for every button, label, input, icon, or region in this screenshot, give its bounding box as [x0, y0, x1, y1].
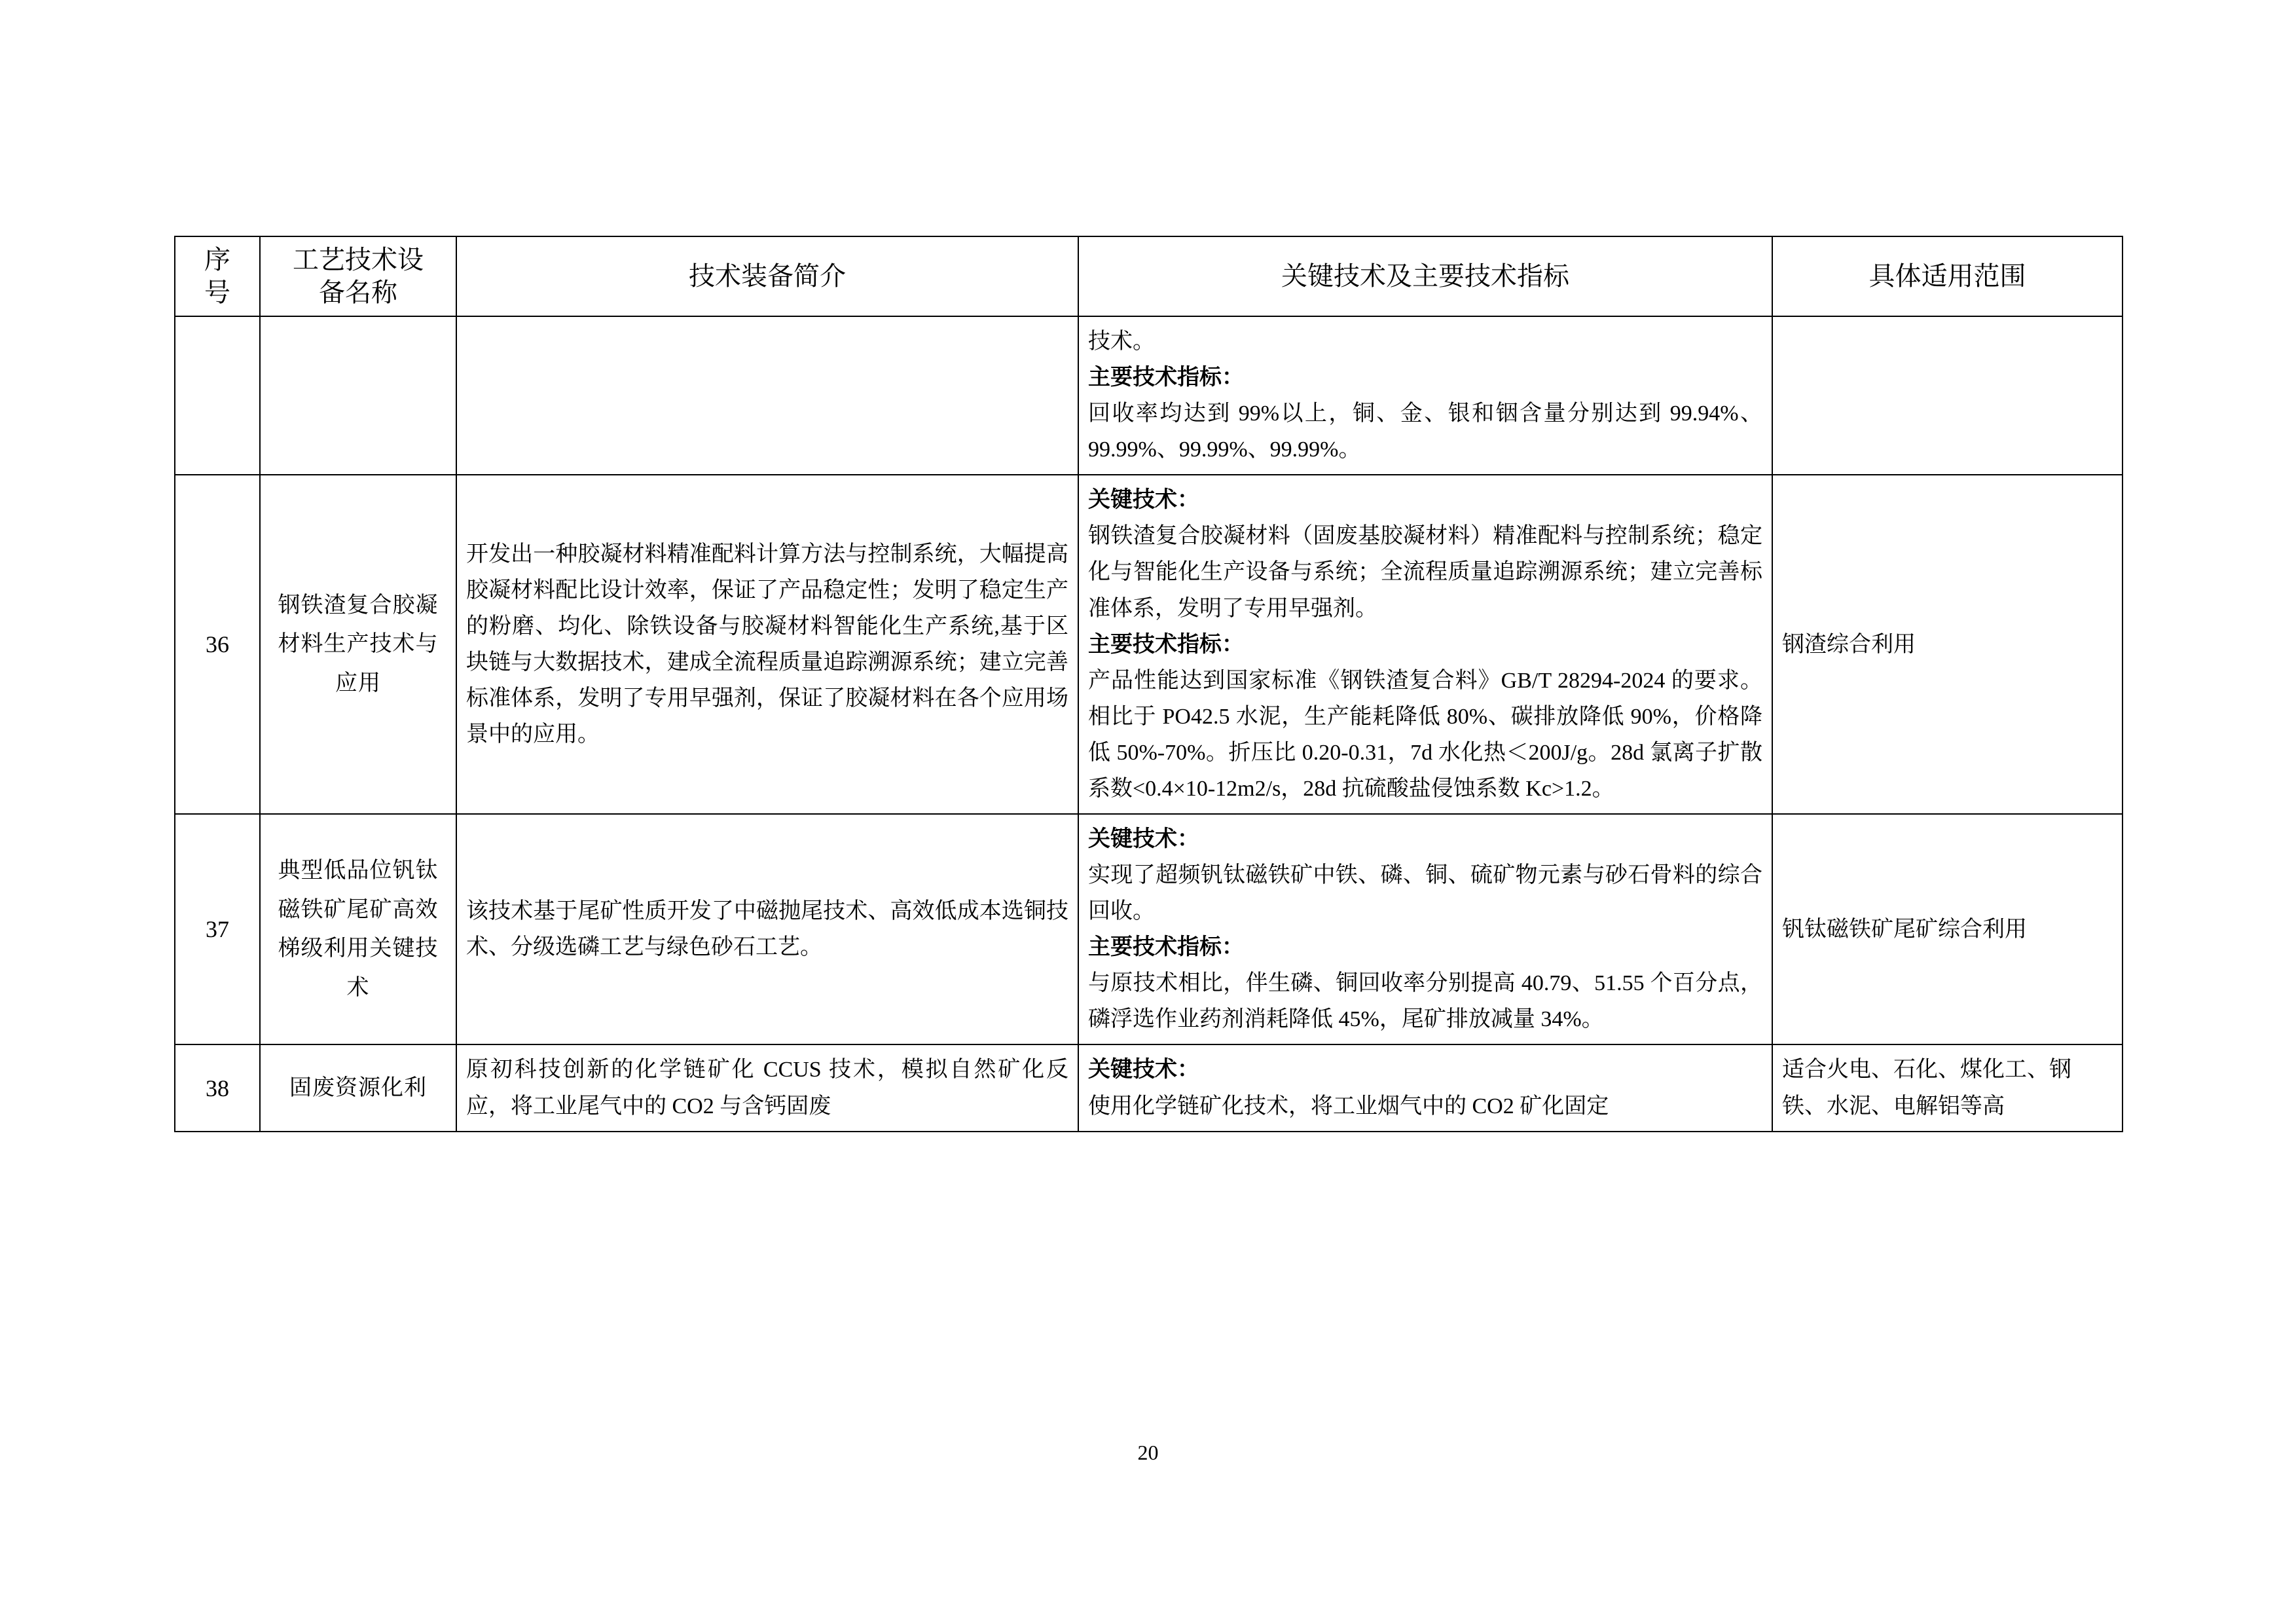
row-index-cell: 38 [175, 1044, 260, 1131]
row-keytech-cell [1078, 475, 1772, 814]
row-keytech-cell [1078, 814, 1772, 1044]
keytech-continued-text: 技术。 [1088, 329, 1155, 354]
row-intro-cell: 原初科技创新的化学链矿化 CCUS 技术，模拟自然矿化反应，将工业尾气中的 CO2 与含钙固废 [456, 1044, 1078, 1131]
row-intro-cell: 该技术基于尾矿性质开发了中磁抛尾技术、高效低成本选铜技术、分级选磷工艺与绿色砂石工艺。 [456, 814, 1078, 1044]
indicator-label: 主要技术指标： [1088, 365, 1244, 390]
indicator-body: 与原技术相比，伴生磷、铜回收率分别提高 40.79、51.55 个百分点，磷浮选作业药剂消耗降低 45%，尾矿排放减量 34%。 [1088, 971, 1762, 1032]
page-number: 20 [1137, 1441, 1159, 1464]
column-header-index: 序 号 [175, 236, 260, 316]
indicator-body: 产品性能达到国家标准《钢铁渣复合料》GB/T 28294-2024 的要求。相比于 PO42.5 水泥，生产能耗降低 80%、碳排放降低 90%，价格降低 50%-70%。折压比 0.20-0.31，7d 水化热＜200J/g。28d 氯离子扩散系数<0.4×10-12m2/s，28d 抗硫酸盐侵蚀系数 Kc>1.2。 [1088, 668, 1762, 801]
row-name-cell: 典型低品位钒钛磁铁矿尾矿高效梯级利用关键技术 [260, 814, 456, 1044]
keytech-label: 关键技术： [1088, 1058, 1199, 1082]
keytech-label: 关键技术： [1088, 488, 1199, 513]
table-row [175, 316, 2123, 475]
column-header-intro: 技术装备简介 [456, 236, 1078, 316]
row-scope-cell: 钒钛磁铁矿尾矿综合利用 [1772, 814, 2123, 1044]
row-scope-cell: 适合火电、石化、煤化工、钢铁、水泥、电解铝等高 [1772, 1044, 2123, 1131]
keytech-body: 钢铁渣复合胶凝材料（固废基胶凝材料）精准配料与控制系统；稳定化与智能化生产设备与系统；全流程质量追踪溯源系统；建立完善标准体系，发明了专用早强剂。 [1088, 524, 1762, 621]
column-header-name: 工艺技术设 备名称 [260, 236, 456, 316]
row-index-cell: 36 [175, 475, 260, 814]
column-header-keytech: 关键技术及主要技术指标 [1078, 236, 1772, 316]
keytech-label: 关键技术： [1088, 827, 1199, 852]
column-header-scope: 具体适用范围 [1772, 236, 2123, 316]
row-name-cell: 钢铁渣复合胶凝材料生产技术与应用 [260, 475, 456, 814]
technology-catalog-table [174, 236, 2122, 1132]
row-intro-cell: 开发出一种胶凝材料精准配料计算方法与控制系统，大幅提高胶凝材料配比设计效率，保证了产品稳定性；发明了稳定生产的粉磨、均化、除铁设备与胶凝材料智能化生产系统,基于区块链与大数据技术，建成全流程质量追踪溯源系统；建立完善标准体系，发明了专用早强剂，保证了胶凝材料在各个应用场景中的应用。 [456, 475, 1078, 814]
row-name-cell [260, 316, 456, 475]
indicator-label: 主要技术指标： [1088, 935, 1244, 960]
table-row [175, 1044, 2123, 1131]
table-header-row [175, 236, 2123, 316]
row-index-cell: 37 [175, 814, 260, 1044]
row-scope-cell [1772, 316, 2123, 475]
keytech-body: 实现了超频钒钛磁铁矿中铁、磷、铜、硫矿物元素与砂石骨料的综合回收。 [1088, 863, 1762, 924]
row-scope-cell: 钢渣综合利用 [1772, 475, 2123, 814]
keytech-body: 使用化学链矿化技术，将工业烟气中的 CO2 矿化固定 [1088, 1094, 1609, 1118]
row-intro-cell [456, 316, 1078, 475]
row-keytech-cell [1078, 316, 1772, 475]
indicator-label: 主要技术指标： [1088, 632, 1244, 657]
indicator-body: 回收率均达到 99%以上，铜、金、银和铟含量分别达到 99.94%、99.99%、99.99%、99.99%。 [1088, 401, 1762, 462]
row-keytech-cell [1078, 1044, 1772, 1131]
table-row [175, 814, 2123, 1044]
row-name-cell: 固废资源化利 [260, 1044, 456, 1131]
table-row [175, 475, 2123, 814]
row-index-cell [175, 316, 260, 475]
